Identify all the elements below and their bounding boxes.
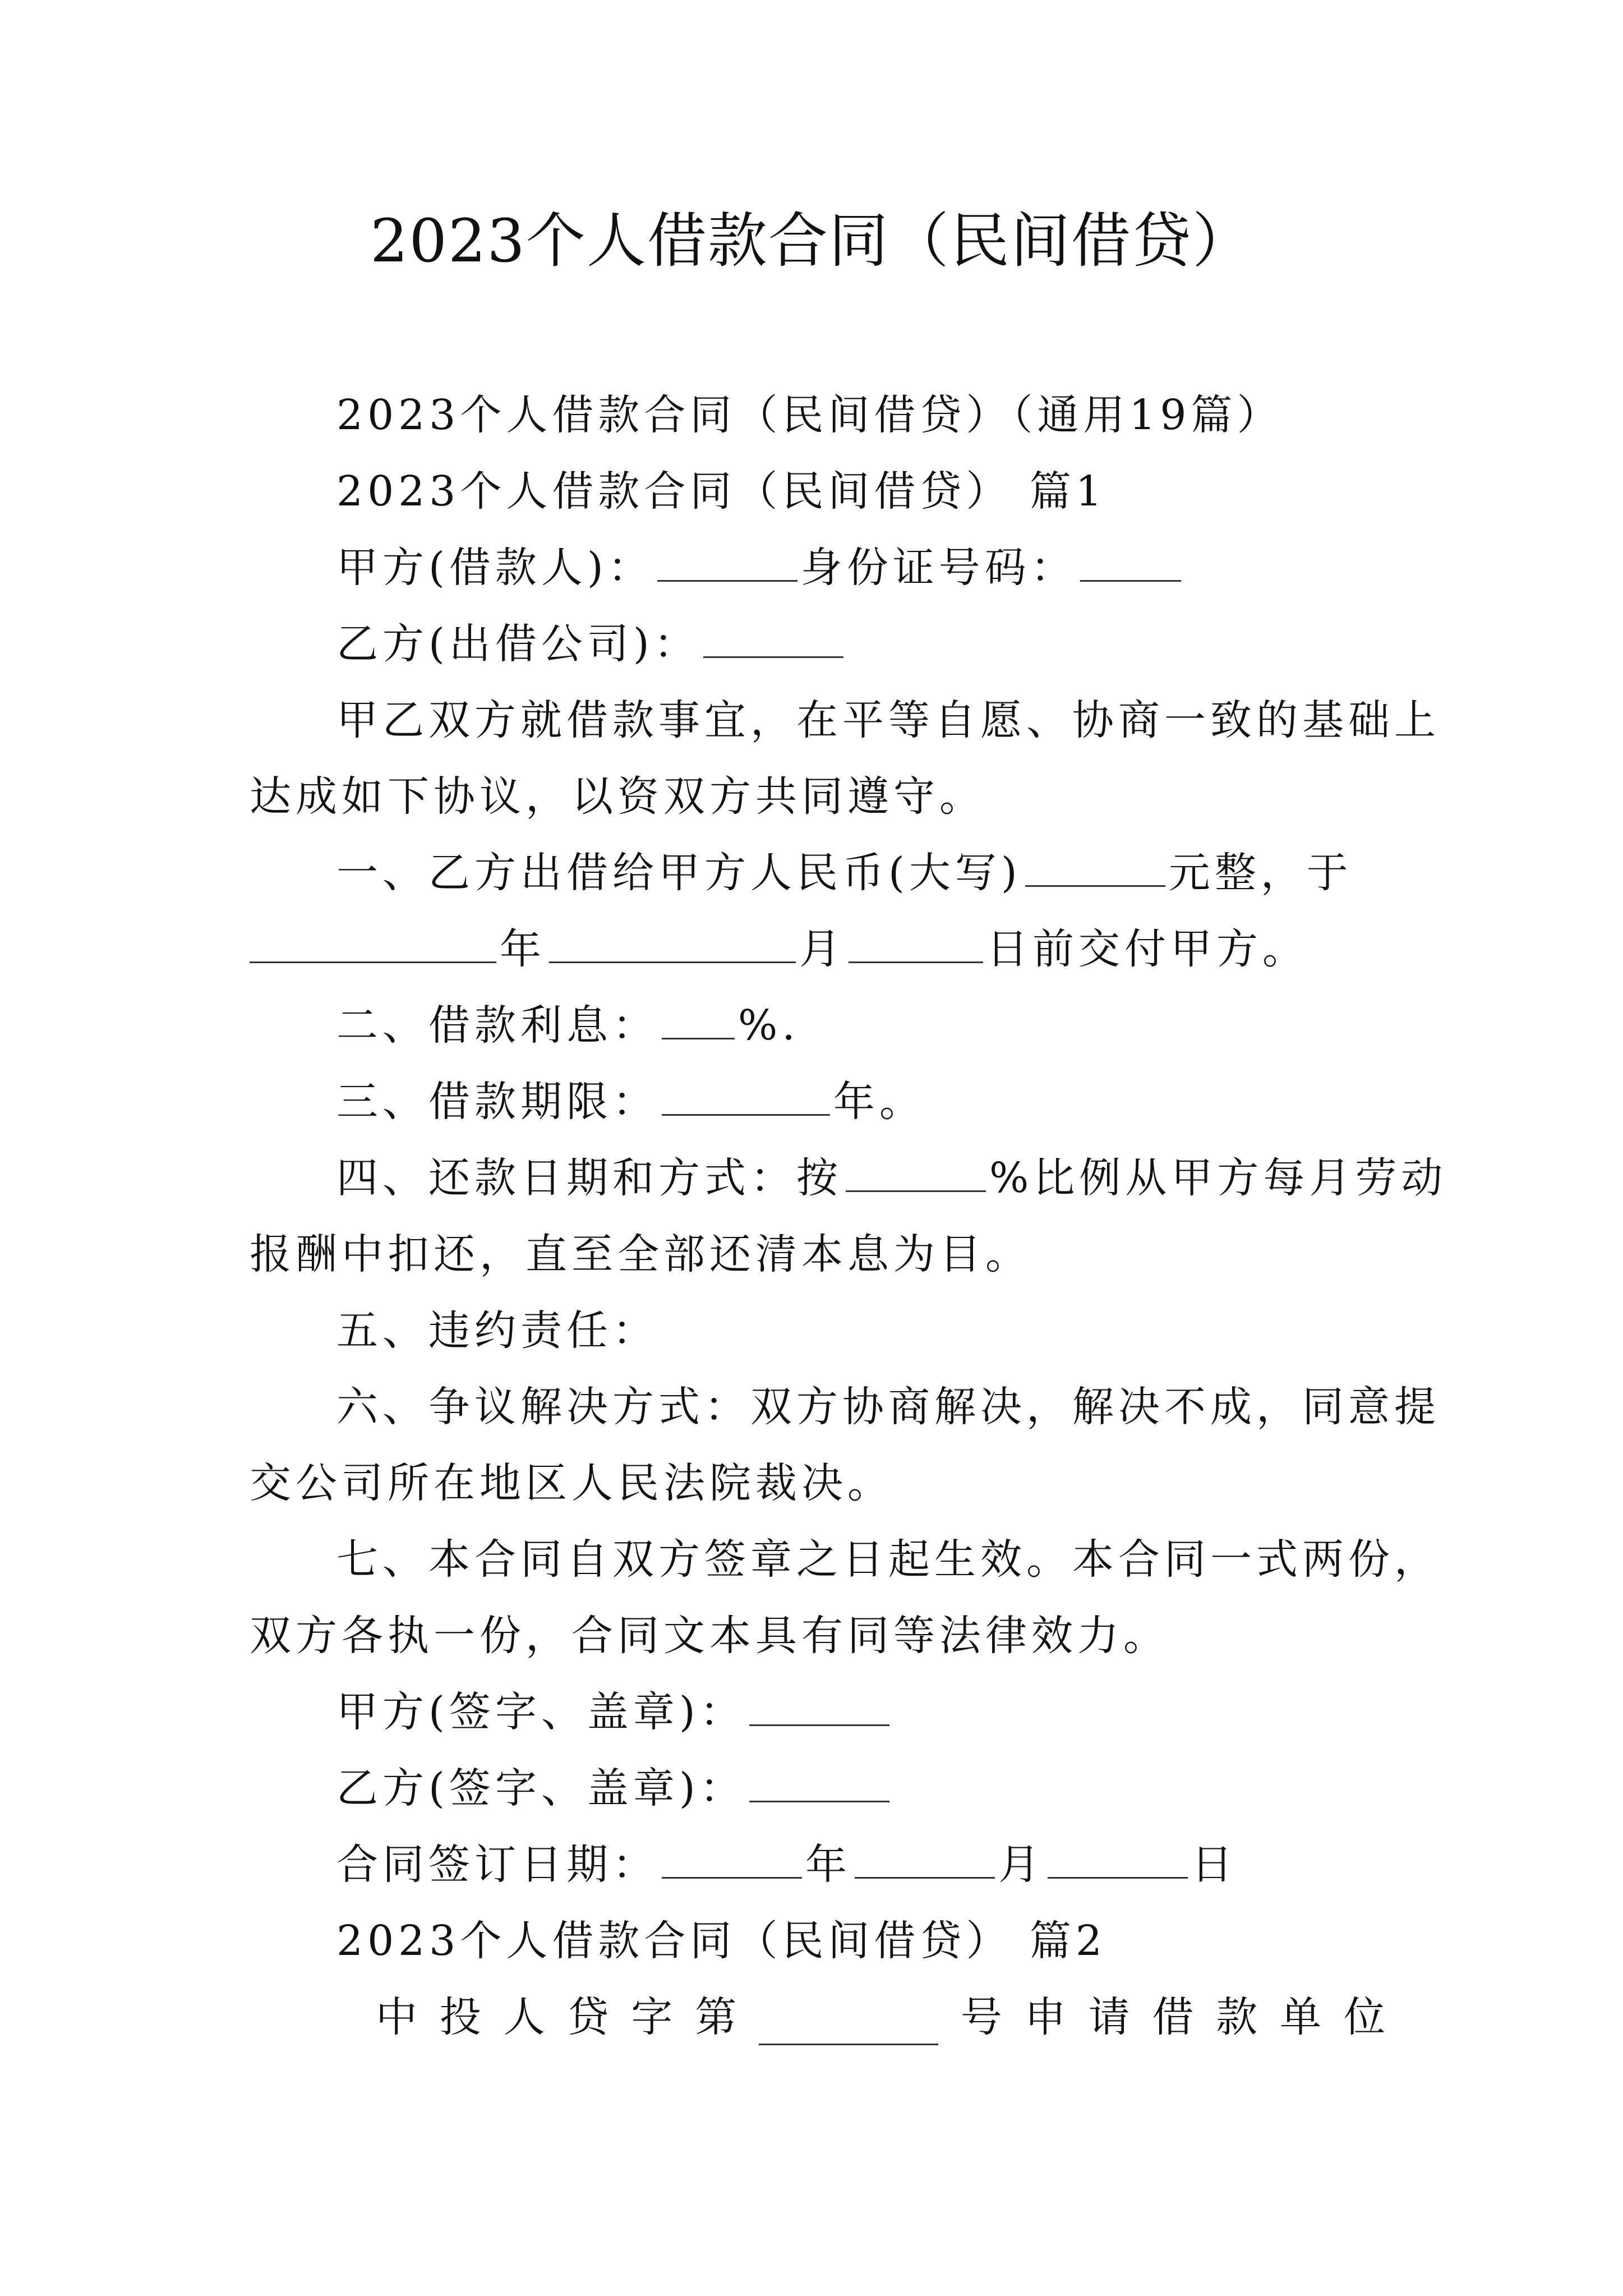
clause-1-line-1 (336, 845, 1353, 901)
blank-sign-year (662, 1841, 802, 1879)
intro-paragraph-line-2: 达成如下协议，以资双方共同遵守。 (250, 772, 985, 821)
clause-1-line-2 (250, 921, 1308, 977)
spread-char: 字 (631, 1993, 673, 2041)
spread-char: 人 (503, 1993, 545, 2041)
clause-4-text: 四、还款日期和方式：按 (336, 1154, 842, 1202)
clause-4-line-2: 报酬中扣还，直至全部还清本息为目。 (250, 1230, 1031, 1278)
clause-2-text: 二、借款利息： (336, 1001, 658, 1050)
spread-char: 中 (376, 1993, 417, 2041)
blank-term (662, 1078, 830, 1116)
clause-3-text: 三、借款期限： (336, 1078, 658, 1126)
clause-7-line-1: 七、本合同自双方签章之日起生效。本合同一式两份， (336, 1535, 1440, 1584)
year-label: 年 (500, 925, 546, 973)
party-b-label: 乙方(出借公司)： (336, 620, 700, 668)
signature-party-b-line (336, 1760, 893, 1816)
signature-party-a-label: 甲方(签字、盖章)： (336, 1688, 746, 1736)
spread-char: 请 (1088, 1993, 1130, 2041)
signature-party-a-line (336, 1684, 893, 1740)
blank-party-a (657, 544, 797, 582)
section-2-first-line (376, 1989, 1385, 2045)
blank-signature-a (749, 1688, 889, 1726)
month-label: 月 (799, 925, 845, 973)
signing-date-label: 合同签订日期： (336, 1841, 658, 1889)
blank-day (849, 926, 983, 963)
party-a-line (336, 540, 1184, 596)
spread-char: 投 (439, 1993, 481, 2041)
clause-2-line (336, 997, 800, 1053)
blank-sign-day (1048, 1841, 1188, 1879)
spread-char: 单 (1280, 1993, 1322, 2041)
blank-party-b (703, 620, 843, 658)
spread-char: 第 (695, 1993, 737, 2041)
clause-1-text-end: 元整，于 (1168, 849, 1353, 897)
signing-date-line (336, 1837, 1237, 1893)
term-unit: 年。 (833, 1078, 925, 1126)
blank-year (250, 926, 496, 963)
clause-7-line-2: 双方各执一份，合同文本具有同等法律效力。 (250, 1612, 1169, 1660)
spread-char: 借 (1152, 1993, 1194, 2041)
intro-paragraph-line-1: 甲乙双方就借款事宜，在平等自愿、协商一致的基础上 (336, 696, 1440, 744)
section-heading-1: 2023个人借款合同（民间借贷） 篇1 (336, 467, 1106, 516)
spread-char: 贷 (567, 1993, 609, 2041)
party-a-label: 甲方(借款人)： (336, 544, 654, 592)
document-title: 2023个人借款合同（民间借贷） (370, 206, 1253, 275)
document-subtitle: 2023个人借款合同（民间借贷）（通用19篇） (336, 391, 1283, 439)
spread-char: 申 (1024, 1993, 1066, 2041)
spread-char: 款 (1216, 1993, 1258, 2041)
blank-id-number (1080, 544, 1181, 582)
spread-char: 号 (960, 1993, 1002, 2041)
blank-ratio (846, 1154, 986, 1192)
id-number-label: 身份证号码： (800, 544, 1077, 592)
clause-6-line-2: 交公司所在地区人民法院裁决。 (250, 1459, 893, 1507)
clause-4-text-end: %比例从甲方每月劳动 (989, 1154, 1447, 1202)
section-heading-2: 2023个人借款合同（民间借贷） 篇2 (336, 1917, 1106, 1965)
signature-party-b-label: 乙方(签字、盖章)： (336, 1764, 746, 1812)
delivery-text: 日前交付甲方。 (986, 925, 1308, 973)
percent-sign: %. (738, 1001, 800, 1050)
sign-month-label: 月 (998, 1841, 1044, 1889)
blank-amount (1025, 849, 1165, 887)
clause-3-line (336, 1074, 925, 1130)
clause-6-line-1: 六、争议解决方式：双方协商解决，解决不成，同意提 (336, 1383, 1440, 1431)
spread-char: 位 (1343, 1993, 1385, 2041)
sign-day-label: 日 (1191, 1841, 1237, 1889)
sign-year-label: 年 (805, 1841, 851, 1889)
blank-loan-number (759, 2008, 938, 2045)
clause-4-line-1 (336, 1150, 1447, 1206)
blank-month (549, 926, 796, 963)
clause-1-text: 一、乙方出借给甲方人民币(大写) (336, 849, 1022, 897)
blank-sign-month (855, 1841, 995, 1879)
blank-interest (662, 1002, 735, 1039)
blank-signature-b (749, 1765, 889, 1802)
party-b-line (336, 616, 847, 672)
clause-5-line: 五、违约责任： (336, 1306, 658, 1355)
